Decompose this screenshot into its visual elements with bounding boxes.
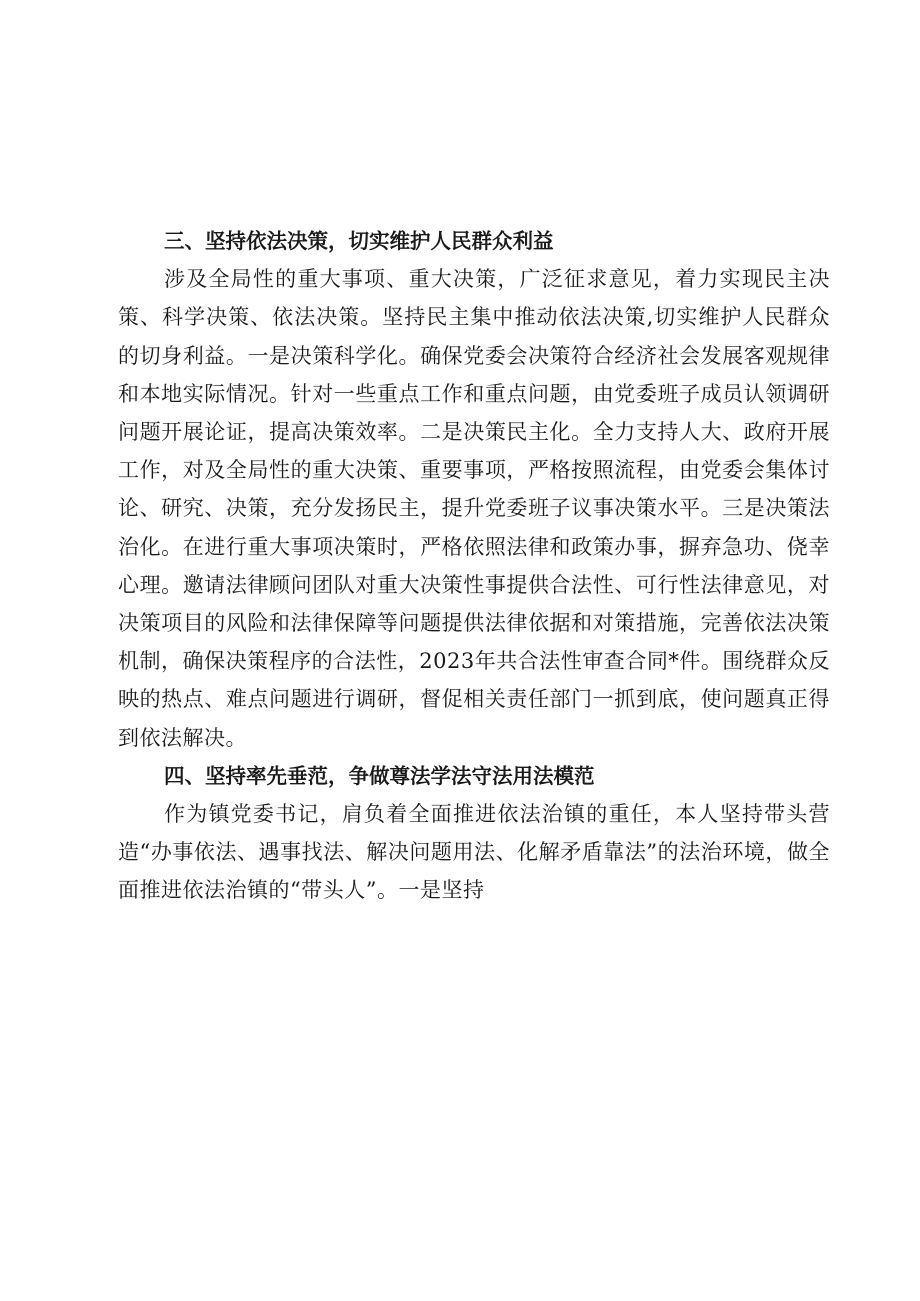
document-body [118,222,830,910]
section-3-paragraph: 涉及全局性的重大事项、重大决策，广泛征求意见，着力实现民主决策、科学决策、依法决策。坚持民主集中推动依法决策,切实维护人民群众的切身利益。一是决策科学化。确保党委会决策符合经济社会发展客观规律和本地实际情况。针对一些重点工作和重点问题，由党委班子成员认领调研问题开展论证，提高决策效率。二是决策民主化。全力支持人大、政府开展工作，对及全局性的重大决策、重要事项，严格按照流程，由党委会集体讨论、研究、决策，充分发扬民主，提升党委班子议事决策水平。三是决策法治化。在进行重大事项决策时，严格依照法律和政策办事，摒弃急功、侥幸心理。邀请法律顾问团队对重大决策性事提供合法性、可行性法律意见，对决策项目的风险和法律保障等问题提供法律依据和对策措施，完善依法决策机制，确保决策程序的合法性，2023年共合法性审查合同*件。围绕群众反映的热点、难点问题进行调研，督促相关责任部门一抓到底，使问题真正得到依法解决。 [118,267,830,750]
section-3-heading: 三、坚持依法决策，切实维护人民群众利益 [164,229,554,253]
section-4-paragraph: 作为镇党委书记，肩负着全面推进依法治镇的重任，本人坚持带头营造“办事依法、遇事找法、解决问题用法、化解矛盾靠法”的法治环境，做全面推进依法治镇的“带头人”。一是坚持 [118,802,830,903]
section-4-heading: 四、坚持率先垂范，争做尊法学法守法用法模范 [164,763,595,788]
